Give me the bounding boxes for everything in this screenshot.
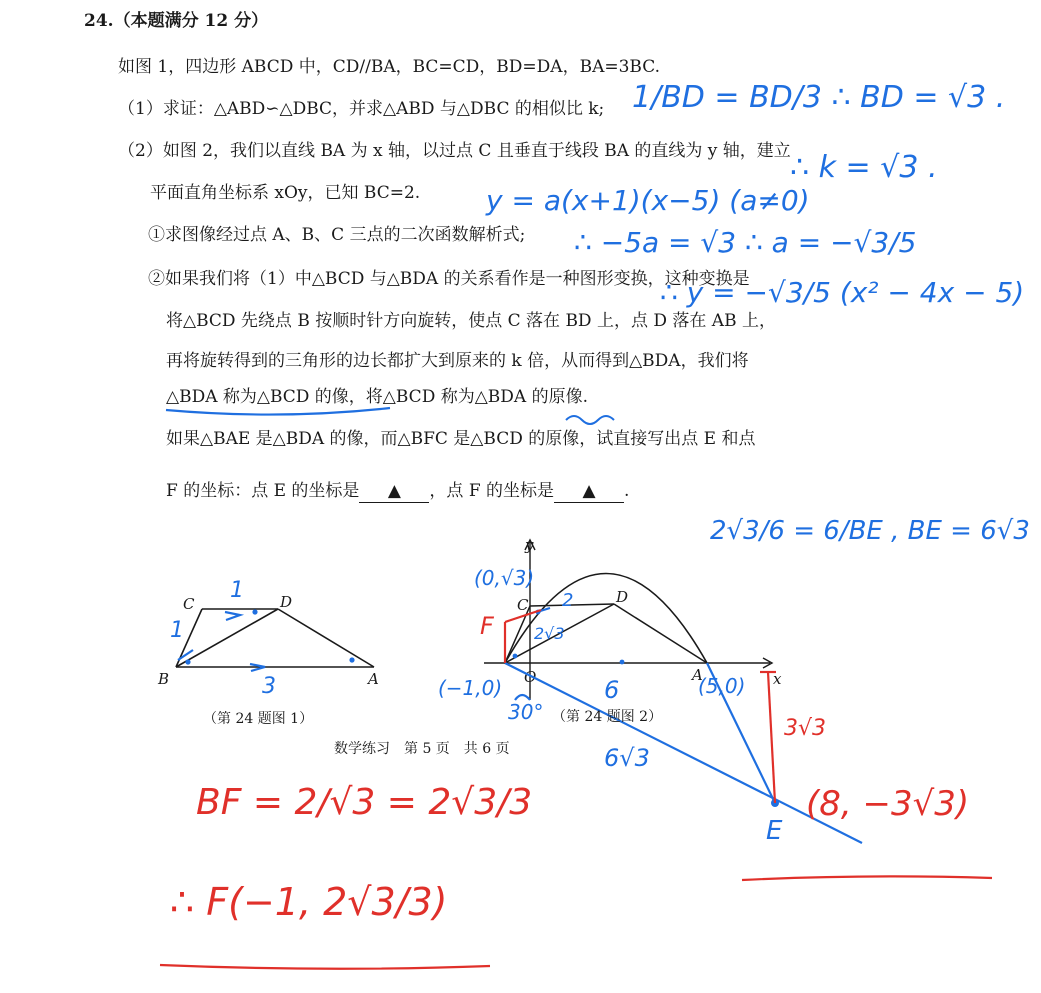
hw-final-fn: ∴ y = −√3/5 (x² − 4x − 5)	[660, 276, 1025, 309]
fig2-side-da	[614, 604, 707, 663]
page-footer: 数学练习 第 5 页 共 6 页	[334, 741, 510, 757]
hw-point-a: (5,0)	[698, 674, 746, 698]
fig2-label-d: D	[616, 588, 629, 606]
answer-blank-f[interactable]: ▲	[554, 480, 624, 503]
fig2-label-y: y	[525, 536, 534, 554]
fig2-label-c: C	[517, 596, 529, 614]
squiggle-preimage	[566, 416, 614, 424]
fig1-side-da	[278, 609, 374, 667]
hw-f-coord: ∴ F(−1, 2√3/3)	[170, 880, 448, 924]
part-2-line-1: （2）如图 2，我们以直线 BA 为 x 轴，以过点 C 且垂直于线段 BA 的直线为 y 轴，建立	[118, 141, 791, 161]
sub-question-2-line-4: △BDA 称为△BCD 的像，将△BCD 称为△BDA 的原像.	[166, 387, 589, 407]
fig1-caption: （第 24 题图 1）	[203, 711, 314, 727]
hw-len-ba: 3	[262, 674, 276, 699]
fig2-label-a: A	[692, 666, 703, 684]
sub-question-2-line-6: F 的坐标：点 E 的坐标是 ▲ ，点 F 的坐标是 ▲ .	[166, 481, 630, 501]
hw-len-3r3: 3√3	[784, 716, 827, 741]
fig2-label-o: O	[524, 668, 537, 686]
underline-image	[166, 408, 390, 415]
fig1-label-a: A	[368, 670, 379, 688]
hw-len-bc: 1	[170, 618, 184, 643]
hw-angle-30: 30°	[508, 700, 544, 724]
part-2-line-2: 平面直角坐标系 xOy，已知 BC=2.	[150, 183, 421, 203]
fig1-label-d: D	[280, 593, 293, 611]
answer-blank-e[interactable]: ▲	[359, 480, 429, 503]
sub-question-2-line-3: 再将旋转得到的三角形的边长都扩大到原来的 k 倍，从而得到△BDA，我们将	[166, 351, 749, 371]
problem-number: 24.（本题满分 12 分）	[84, 11, 269, 31]
hw-bf-eq: BF = 2/√3 = 2√3/3	[196, 782, 533, 823]
hw-len-2: 2	[562, 590, 574, 611]
tick-cd	[225, 612, 240, 620]
figure-1	[176, 609, 374, 667]
hw-label-e: E	[766, 816, 783, 846]
hw-point-c: (0,√3)	[474, 566, 535, 590]
hw-label-f: F	[480, 612, 494, 640]
hw-quad-form: y = a(x+1)(x−5) (a≠0)	[486, 184, 810, 217]
hw-e-coord: (8, −3√3)	[806, 784, 970, 824]
underline-e	[742, 876, 992, 880]
underline-f	[160, 965, 490, 969]
hw-k-eq: ∴ k = √3 .	[790, 150, 938, 185]
hw-point-b: (−1,0)	[438, 676, 503, 700]
hw-len-6: 6	[604, 676, 620, 704]
segment-e-vertical	[768, 672, 775, 803]
sub-question-1: ①求图像经过点 A、B、C 三点的二次函数解析式;	[148, 225, 526, 245]
fig1-diagonal-bd	[176, 609, 278, 667]
hw-len-2r3: 2√3	[534, 624, 565, 643]
hw-len-cd: 1	[230, 578, 244, 603]
problem-intro: 如图 1，四边形 ABCD 中，CD//BA，BC=CD，BD=DA，BA=3BC.	[118, 57, 661, 77]
fig1-label-c: C	[183, 595, 195, 613]
fig1-label-b: B	[158, 670, 170, 688]
parabola-curve	[505, 574, 707, 664]
hw-len-6r3: 6√3	[604, 744, 650, 772]
sub-question-2-line-2: 将△BCD 先绕点 B 按顺时针方向旋转，使点 C 落在 BD 上，点 D 落在 AB 上，	[166, 311, 776, 331]
fig2-caption: （第 24 题图 2）	[552, 709, 663, 725]
hw-a-solve: ∴ −5a = √3 ∴ a = −√3/5	[574, 226, 917, 259]
fig2-label-x: x	[773, 670, 782, 688]
part-1: （1）求证：△ABD∽△DBC，并求△ABD 与△DBC 的相似比 k;	[118, 99, 605, 119]
hw-be-eq: 2√3/6 = 6/BE , BE = 6√3	[710, 516, 1030, 546]
sub-question-2-line-5: 如果△BAE 是△BDA 的像，而△BFC 是△BCD 的原像，试直接写出点 E 和点	[166, 429, 756, 449]
hw-ratio-eq: 1/BD = BD/3 ∴ BD = √3 .	[632, 80, 1006, 115]
sub-question-2-line-1: ②如果我们将（1）中△BCD 与△BDA 的关系看作是一种图形变换，这种变换是	[148, 269, 750, 289]
